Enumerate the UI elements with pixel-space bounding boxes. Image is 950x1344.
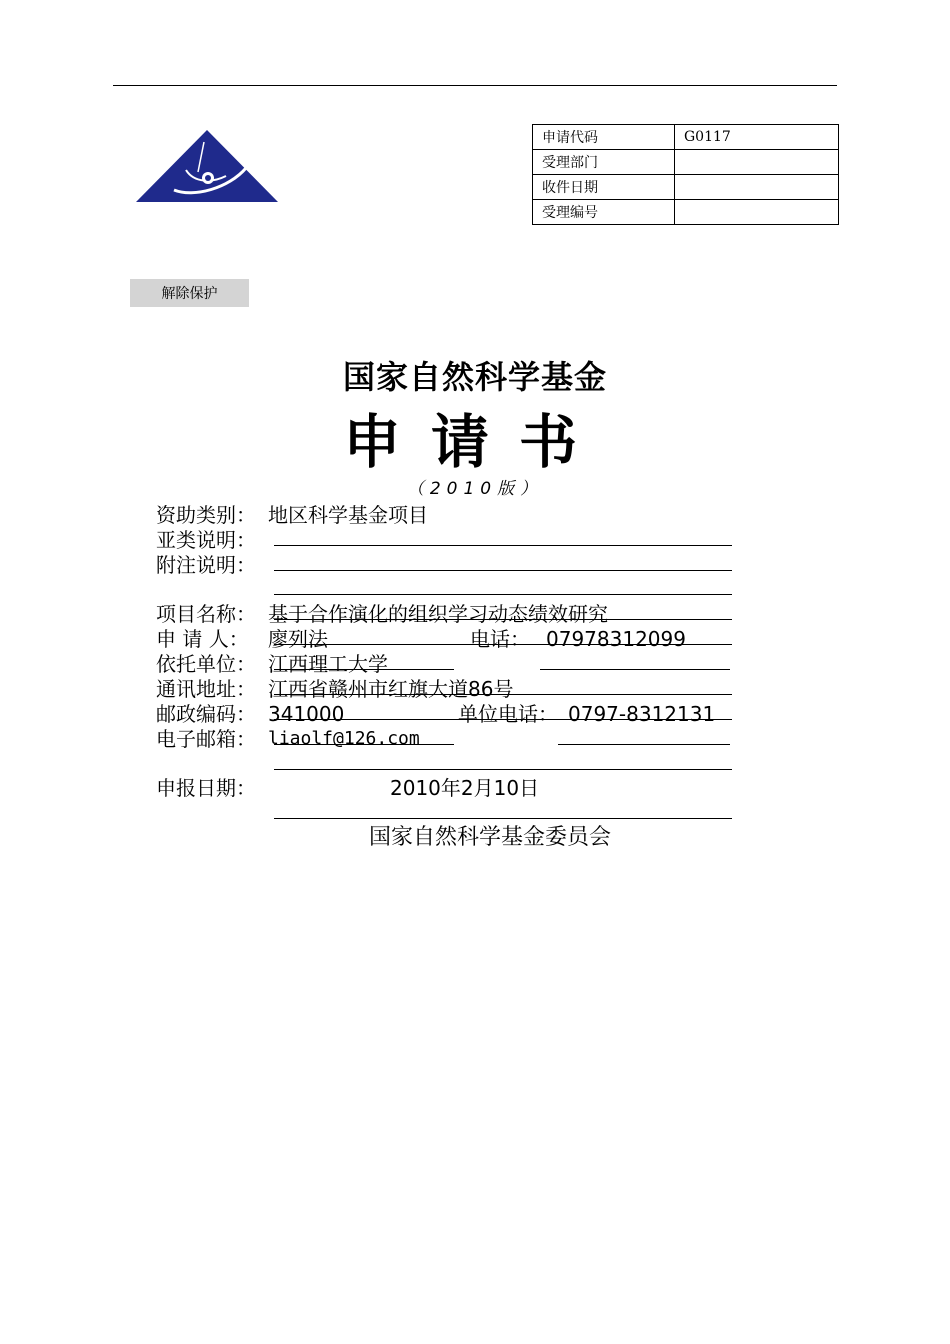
submit-date-underline xyxy=(274,818,732,819)
project-name-underline xyxy=(274,619,732,620)
field-label: 亚类说明： xyxy=(156,528,256,552)
submit-date-value[interactable]: 2010年2月10日 xyxy=(390,776,540,800)
address-value[interactable]: 江西省赣州市红旗大道86号 xyxy=(268,677,514,701)
field-email xyxy=(156,727,420,751)
institution-underline-2 xyxy=(540,669,730,670)
nsfc-logo xyxy=(134,128,280,206)
header-rule xyxy=(113,85,837,86)
email-underline-3 xyxy=(274,769,732,770)
unit-phone-value[interactable]: 0797-8312131 xyxy=(568,702,716,726)
field-applicant xyxy=(156,627,686,651)
edition-label: （2010版） xyxy=(406,479,544,499)
info-table-row xyxy=(533,175,839,200)
field-label: 邮政编码： xyxy=(156,702,256,726)
info-value[interactable]: G0117 xyxy=(675,125,839,150)
phone-value[interactable]: 07978312099 xyxy=(546,627,686,651)
institution-value[interactable]: 江西理工大学 xyxy=(268,652,388,676)
field-label: 项目名称： xyxy=(156,602,256,626)
field-label: 申 请 人： xyxy=(156,627,249,651)
committee-name: 国家自然科学基金委员会 xyxy=(368,825,611,850)
note-underline-2 xyxy=(274,594,732,595)
fund-name-heading: 国家自然科学基金 xyxy=(342,358,607,396)
info-value[interactable] xyxy=(675,175,839,200)
email-underline-2 xyxy=(558,744,730,745)
field-subtype xyxy=(156,528,256,552)
applicant-underline xyxy=(274,644,732,645)
info-label: 受理部门 xyxy=(533,150,675,175)
info-value[interactable] xyxy=(675,200,839,225)
field-funding-type xyxy=(156,503,428,527)
address-underline xyxy=(274,694,732,695)
applicant-value[interactable]: 廖列法 xyxy=(268,627,328,651)
institution-underline xyxy=(274,669,454,670)
project-name-value[interactable]: 基于合作演化的组织学习动态绩效研究 xyxy=(268,602,608,626)
unit-phone-label: 单位电话： xyxy=(458,702,558,726)
email-value[interactable]: liaolf@126.com xyxy=(268,728,420,749)
field-submit-date xyxy=(156,776,540,800)
funding-type-value[interactable]: 地区科学基金项目 xyxy=(268,503,428,527)
form-title: 申请书 xyxy=(342,408,607,476)
info-value[interactable] xyxy=(675,150,839,175)
email-underline xyxy=(274,744,454,745)
field-label: 依托单位： xyxy=(156,652,256,676)
info-table-row xyxy=(533,150,839,175)
field-label: 通讯地址： xyxy=(156,677,256,701)
phone-label: 电话： xyxy=(470,627,530,651)
info-label: 受理编号 xyxy=(533,200,675,225)
field-institution xyxy=(156,652,388,676)
postcode-value[interactable]: 341000 xyxy=(268,702,345,726)
field-postcode xyxy=(156,702,716,726)
field-label: 附注说明： xyxy=(156,553,256,577)
application-info-table xyxy=(532,124,839,225)
unprotect-button[interactable]: 解除保护 xyxy=(130,279,249,307)
field-address xyxy=(156,677,514,701)
postcode-underline xyxy=(274,719,732,720)
subtype-underline xyxy=(274,545,732,546)
field-label: 资助类别： xyxy=(156,503,256,527)
info-label: 收件日期 xyxy=(533,175,675,200)
field-project-name xyxy=(156,602,608,626)
field-label: 申报日期： xyxy=(156,776,256,800)
info-label: 申请代码 xyxy=(533,125,675,150)
field-note xyxy=(156,553,256,577)
info-table-row xyxy=(533,200,839,225)
info-table-row xyxy=(533,125,839,150)
note-underline xyxy=(274,570,732,571)
field-label: 电子邮箱： xyxy=(156,727,256,751)
